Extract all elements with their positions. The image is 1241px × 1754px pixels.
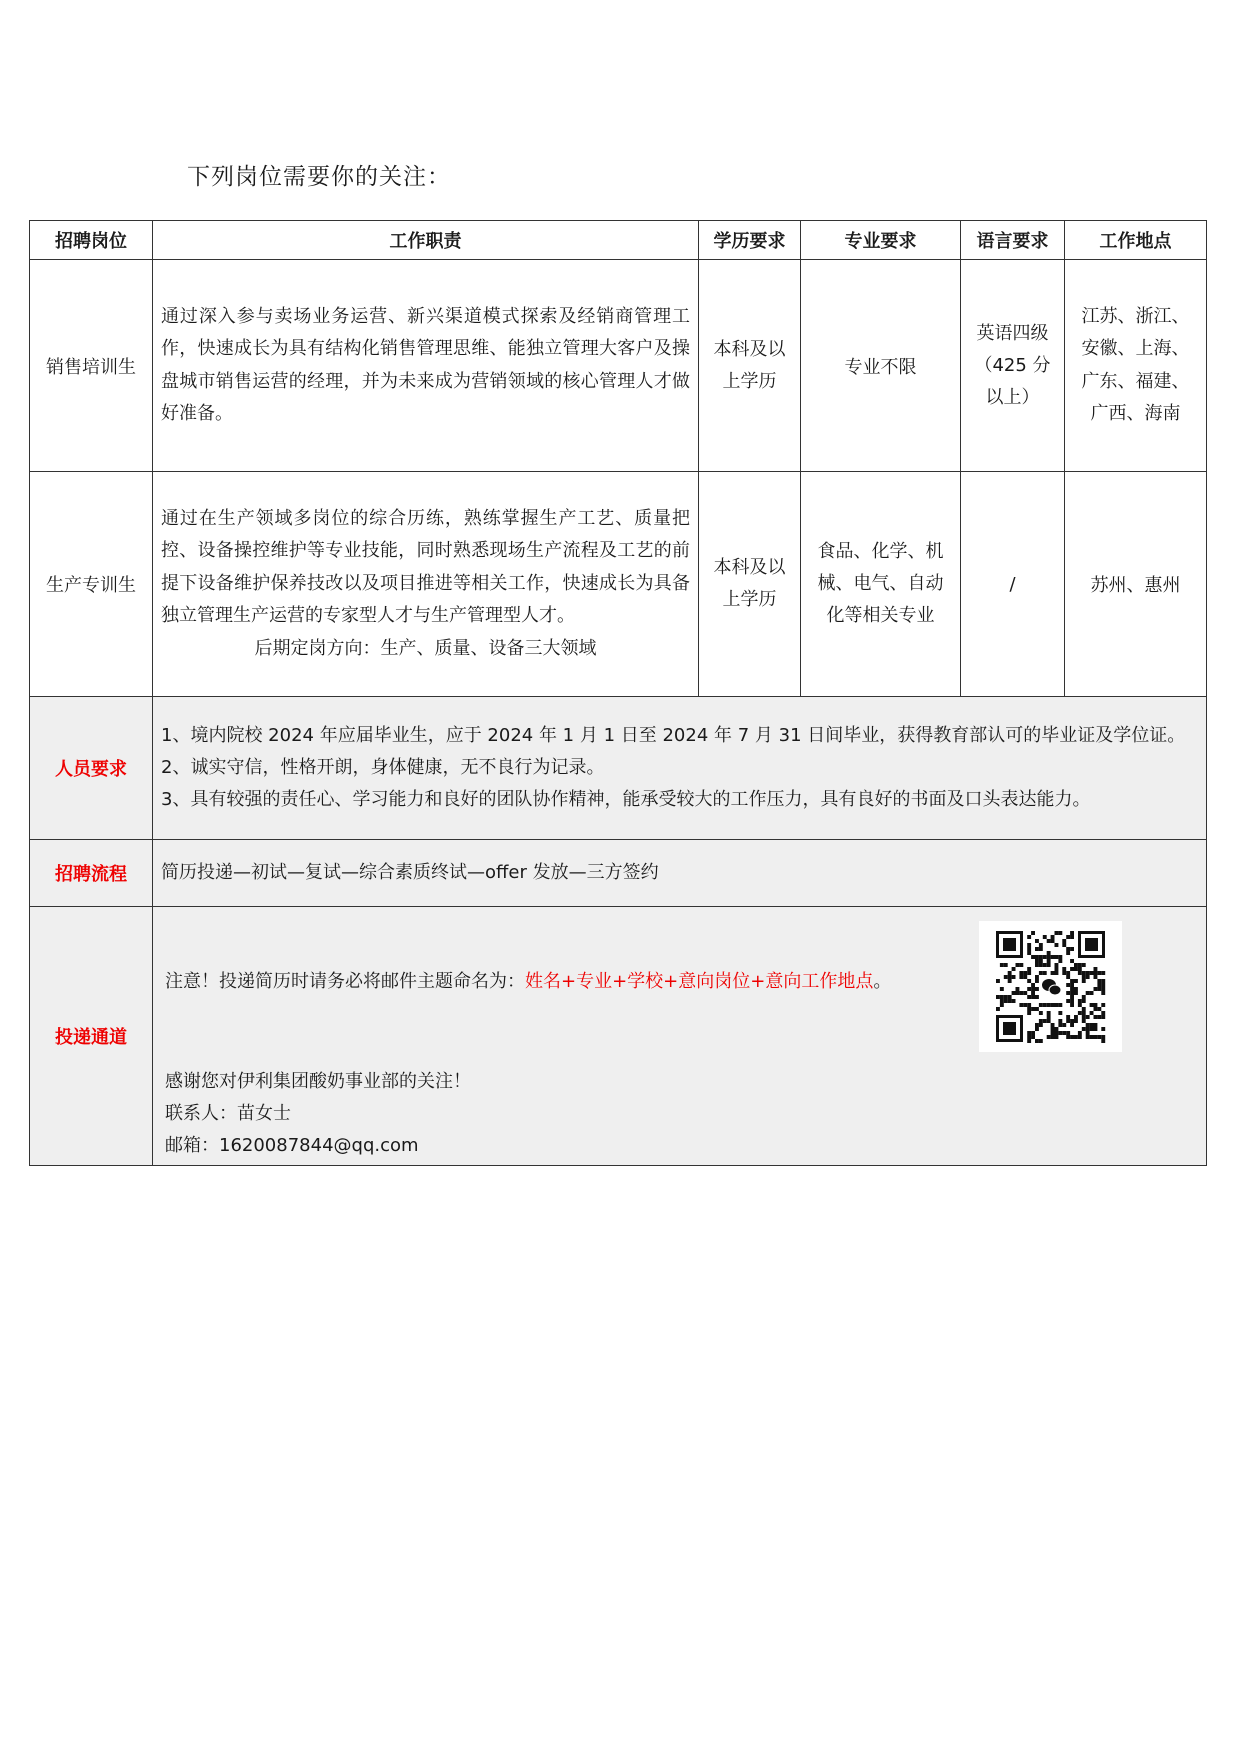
duty-cell: 通过在生产领域多岗位的综合历练，熟练掌握生产工艺、质量把控、设备操控维护等专业技能，同时熟悉现场生产流程及工艺的前提下设备维护保养技改以及项目推进等相关工作，快速成长为具备独立管理生产运营的专家型人才与生产管理型人才。 后期定岗方向：生产、质量、设备三大领域 xyxy=(153,472,699,697)
list-item: 2、诚实守信，性格开朗，身体健康，无不良行为记录。 xyxy=(161,757,605,778)
education-cell: 本科及以 上学历 xyxy=(699,260,801,472)
email-text: 邮箱：1620087844@qq.com xyxy=(165,1135,419,1156)
header-duty: 工作职责 xyxy=(153,221,699,260)
table-header-row xyxy=(30,221,1207,260)
thanks-text: 感谢您对伊利集团酸奶事业部的关注！ xyxy=(165,1071,471,1092)
table-row xyxy=(30,260,1207,472)
contact-text: 联系人：苗女士 xyxy=(165,1103,291,1124)
header-location: 工作地点 xyxy=(1065,221,1207,260)
position-cell: 生产专训生 xyxy=(30,472,153,697)
channel-row xyxy=(30,907,1207,1166)
requirements-label: 人员要求 xyxy=(30,697,153,840)
major-cell: 食品、化学、机 械、电气、自动 化等相关专业 xyxy=(801,472,961,697)
location-cell: 苏州、惠州 xyxy=(1065,472,1207,697)
header-language: 语言要求 xyxy=(961,221,1065,260)
jobs-table xyxy=(29,220,1207,1166)
requirements-content xyxy=(153,697,1207,840)
location-cell: 江苏、浙江、 安徽、上海、 广东、福建、 广西、海南 xyxy=(1065,260,1207,472)
position-cell: 销售培训生 xyxy=(30,260,153,472)
header-position: 招聘岗位 xyxy=(30,221,153,260)
header-education: 学历要求 xyxy=(699,221,801,260)
subject-format: 姓名+专业+学校+意向岗位+意向工作地点 xyxy=(525,971,874,992)
major-cell: 专业不限 xyxy=(801,260,961,472)
requirements-row xyxy=(30,697,1207,840)
duty-cell: 通过深入参与卖场业务运营、新兴渠道模式探索及经销商管理工作，快速成长为具有结构化销售管理思维、能独立管理大客户及操盘城市销售运营的经理，并为未来成为营销领域的核心管理人才做好准备。 xyxy=(153,260,699,472)
process-row xyxy=(30,840,1207,907)
process-label: 招聘流程 xyxy=(30,840,153,907)
intro-heading: 下列岗位需要你的关注： xyxy=(187,164,451,190)
channel-content xyxy=(153,907,1207,1166)
list-item: 1、境内院校 2024 年应届毕业生，应于 2024 年 1 月 1 日至 2024 年 7 月 31 日间毕业，获得教育部认可的毕业证及学位证。 xyxy=(161,725,1186,746)
language-cell: / xyxy=(961,472,1065,697)
duty-direction: 后期定岗方向：生产、质量、设备三大领域 xyxy=(254,637,597,659)
list-item: 3、具有较强的责任心、学习能力和良好的团队协作精神，能承受较大的工作压力，具有良好的书面及口头表达能力。 xyxy=(161,789,1091,810)
email-subject-note: 注意！投递简历时请务必将邮件主题命名为：姓名+专业+学校+意向岗位+意向工作地点。 xyxy=(165,971,892,992)
header-major: 专业要求 xyxy=(801,221,961,260)
process-content: 简历投递—初试—复试—综合素质终试—offer 发放—三方签约 xyxy=(153,840,1207,907)
channel-label: 投递通道 xyxy=(30,907,153,1166)
education-cell: 本科及以 上学历 xyxy=(699,472,801,697)
language-cell: 英语四级 （425 分 以上） xyxy=(961,260,1065,472)
wechat-qr-code xyxy=(979,921,1122,1052)
table-row xyxy=(30,472,1207,697)
